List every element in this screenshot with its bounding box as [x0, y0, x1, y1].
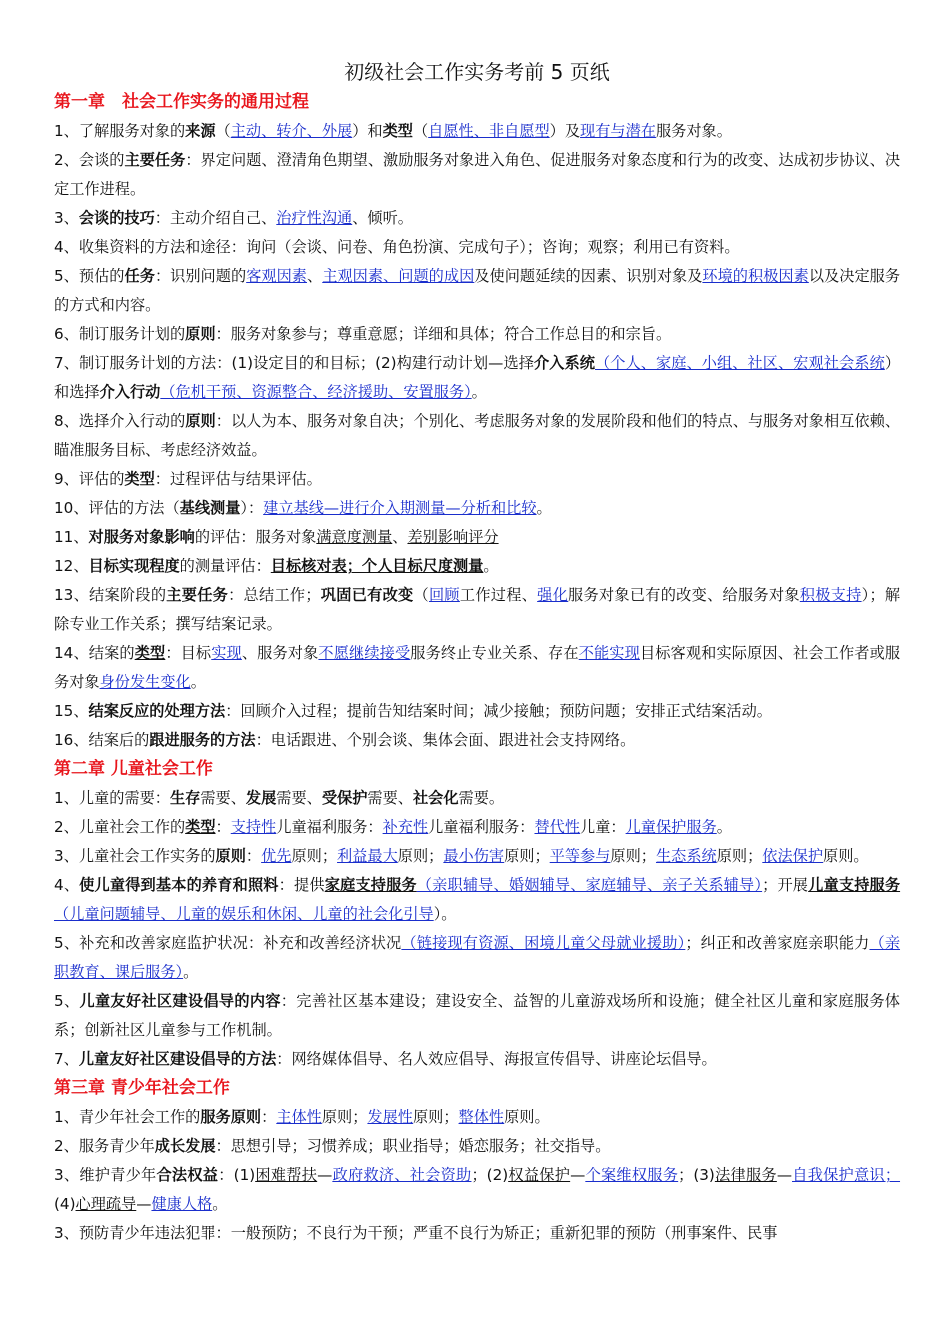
list-item: [54, 1161, 900, 1219]
text-segment: ：主动介绍自己、: [154, 209, 277, 227]
text-segment: ：网络媒体倡导、名人效应倡导、海报宣传倡导、讲座论坛倡导。: [276, 1050, 717, 1068]
text-segment: 工作过程、: [459, 586, 538, 604]
text-segment: ：: [261, 1108, 277, 1126]
bold-keyword: 服务原则: [200, 1108, 262, 1126]
bold-keyword: 类型: [134, 644, 166, 662]
text-segment: ：(1): [218, 1166, 256, 1184]
list-item: [54, 349, 900, 407]
text-segment: ）。: [433, 905, 457, 923]
bold-keyword: 合法权益: [156, 1166, 219, 1184]
text-segment: —: [776, 1166, 793, 1184]
text-segment: ；(3): [678, 1166, 715, 1184]
text-segment: 3、预防青少年违法犯罪：一般预防；不良行为干预；严重不良行为矫正；重新犯罪的预防（刑事案件、民事: [54, 1224, 778, 1242]
text-segment: 服务终止专业关系、存在: [410, 644, 579, 662]
bold-keyword: 家庭支持服务: [324, 876, 417, 894]
bold-keyword: 目标实现程度: [88, 557, 180, 575]
bold-keyword: 来源: [185, 122, 216, 140]
text-segment: 6、制订服务计划的: [54, 325, 186, 343]
bold-keyword: 生存: [169, 789, 201, 807]
text-segment: 需要、: [367, 789, 413, 807]
text-segment: 。: [716, 818, 732, 836]
bold-keyword: 受保护: [321, 789, 368, 807]
bold-keyword: 原则: [185, 412, 216, 430]
bold-keyword: 对服务对象影响: [88, 528, 195, 546]
text-segment: 4、收集资料的方法和途径：询问（会谈、问卷、角色扮演、完成句子）；咨询；观察；利用已有资料。: [54, 238, 740, 256]
hyperlink-text[interactable]: 自愿性、非自愿型: [428, 122, 550, 140]
text-segment: 1、了解服务对象的: [54, 122, 186, 140]
text-segment: ：电话跟进、个别会谈、集体会面、跟进社会支持网络。: [255, 731, 636, 749]
hyperlink-text[interactable]: 发展性: [367, 1108, 413, 1126]
hyperlink-text[interactable]: 自我保护意识；: [792, 1166, 901, 1184]
text-segment: 2、会谈的: [54, 151, 125, 169]
list-item: [54, 320, 900, 349]
bold-keyword: 介入系统: [533, 354, 595, 372]
bold-keyword: 类型: [124, 470, 155, 488]
chapter-heading: [54, 1074, 900, 1103]
text-segment: 3、: [54, 209, 79, 227]
hyperlink-text[interactable]: （链接现有资源、困境儿童父母就业援助）: [401, 934, 686, 952]
text-segment: ：提供: [278, 876, 325, 894]
hyperlink-text[interactable]: 政府救济、社会资助: [332, 1166, 472, 1184]
text-segment: 2、儿童社会工作的: [54, 818, 186, 836]
hyperlink-text[interactable]: 实现: [211, 644, 242, 662]
text-segment: 第二章 儿童社会工作: [54, 759, 213, 779]
list-item: [54, 465, 900, 494]
list-item: [54, 523, 900, 552]
text-segment: 、: [307, 267, 323, 285]
hyperlink-text[interactable]: 主观因素、问题的成因: [322, 267, 475, 285]
text-segment: 5、补充和改善家庭监护状况：补充和改善经济状况: [54, 934, 402, 952]
text-segment: 原则；: [716, 847, 763, 865]
text-segment: 儿童：: [580, 818, 626, 836]
text-segment: 原则；: [291, 847, 338, 865]
text-segment: —: [136, 1195, 152, 1213]
text-segment: 服务对象已有的改变、给服务对象: [568, 586, 800, 604]
list-item: [54, 146, 900, 204]
list-item: [54, 204, 900, 233]
bold-keyword: 原则: [215, 847, 246, 865]
list-item: [54, 262, 900, 320]
text-segment: (4): [54, 1195, 76, 1213]
text-segment: 第三章 青少年社会工作: [54, 1078, 230, 1098]
hyperlink-text[interactable]: 补充性: [382, 818, 429, 836]
list-item: [54, 987, 900, 1045]
underlined-text: 差别影响评分: [407, 528, 499, 546]
text-segment: ：: [245, 847, 262, 865]
underlined-text: 权益保护: [508, 1166, 571, 1184]
text-segment: ：: [215, 818, 231, 836]
list-item: [54, 784, 900, 813]
hyperlink-text[interactable]: （个人、家庭、小组、社区、宏观社会系统: [594, 354, 885, 372]
list-item: [54, 639, 900, 697]
hyperlink-text[interactable]: 依法保护: [762, 847, 824, 865]
hyperlink-text[interactable]: 利益最大: [337, 847, 398, 865]
bold-keyword: 会谈的技巧: [78, 209, 155, 227]
bold-keyword: 成长发展: [154, 1137, 216, 1155]
hyperlink-text[interactable]: 不能实现: [578, 644, 640, 662]
document-title: 初级社会工作实务考前 5 页纸: [344, 60, 610, 84]
bold-keyword: 发展: [245, 789, 277, 807]
hyperlink-text[interactable]: 不愿继续接受: [318, 644, 411, 662]
hyperlink-text[interactable]: 客观因素: [246, 267, 308, 285]
underlined-text: 困难帮扶: [255, 1166, 318, 1184]
hyperlink-text[interactable]: 整体性: [458, 1108, 505, 1126]
hyperlink-text[interactable]: 建立基线—进行介入期测量—分析和比较: [263, 499, 537, 517]
hyperlink-text[interactable]: 身份发生变化: [99, 673, 191, 691]
text-segment: 3、维护青少年: [54, 1166, 157, 1184]
bold-keyword: 结案反应的处理方法: [88, 702, 226, 720]
text-segment: 的评估：服务对象: [194, 528, 317, 546]
text-segment: 以及决定服务的方式和内容。: [54, 267, 901, 314]
text-segment: 。: [536, 499, 552, 517]
text-segment: 5、预估的: [54, 267, 125, 285]
text-segment: ：界定问题、澄清角色期望、激励服务对象进入角色、促进服务对象态度和行为的改变、达成初步协议、决定工作进程。: [54, 151, 901, 198]
text-segment: 15、: [54, 702, 89, 720]
hyperlink-text[interactable]: 优先: [261, 847, 292, 865]
text-segment: 、服务对象: [241, 644, 319, 662]
text-segment: 需要。: [458, 789, 505, 807]
hyperlink-text[interactable]: 健康人格: [151, 1195, 213, 1213]
text-segment: 原则；: [397, 847, 444, 865]
text-segment: 。: [471, 383, 487, 401]
text-segment: 原则；: [610, 847, 656, 865]
text-segment: （: [412, 122, 429, 140]
hyperlink-text[interactable]: 主动、转介、外展: [230, 122, 353, 140]
bold-keyword: 使儿童得到基本的养育和照料: [79, 876, 279, 894]
list-item: [54, 1103, 900, 1132]
text-segment: 4、: [54, 876, 80, 894]
text-segment: 。: [212, 1195, 228, 1213]
hyperlink-text[interactable]: 支持性: [230, 818, 277, 836]
list-item: [54, 552, 900, 581]
text-segment: ）和: [352, 122, 383, 140]
bold-keyword: 巩固已有改变: [320, 586, 414, 604]
text-segment: ；纠正和改善家庭亲职能力: [685, 934, 870, 952]
text-segment: 3、儿童社会工作实务的: [54, 847, 216, 865]
chapter-heading: [54, 88, 900, 117]
list-item: [54, 581, 900, 639]
text-segment: 儿童福利服务：: [276, 818, 383, 836]
text-segment: 需要、: [200, 789, 246, 807]
text-segment: ：过程评估与结果评估。: [154, 470, 322, 488]
hyperlink-text[interactable]: 儿童保护服务: [625, 818, 717, 836]
text-segment: 原则；: [412, 1108, 459, 1126]
text-segment: 。: [190, 673, 206, 691]
bold-keyword: 儿童支持服务: [808, 876, 901, 894]
text-segment: 及使问题延续的因素、识别对象及: [474, 267, 703, 285]
text-segment: 原则。: [504, 1108, 550, 1126]
text-segment: 、倾听。: [352, 209, 413, 227]
text-segment: 13、结案阶段的: [54, 586, 167, 604]
bold-keyword: 类型: [382, 122, 413, 140]
text-segment: ）；解除专业工作关系；撰写结案记录。: [54, 586, 901, 633]
document-page: [54, 58, 900, 1248]
text-segment: ）和选择: [54, 354, 901, 401]
hyperlink-text[interactable]: 个案维权服务: [585, 1166, 679, 1184]
text-segment: 原则；: [321, 1108, 368, 1126]
bold-keyword: 介入行动: [99, 383, 161, 401]
text-segment: 1、儿童的需要：: [54, 789, 170, 807]
text-segment: ；开展: [762, 876, 809, 894]
bold-keyword: 主要任务: [166, 586, 229, 604]
text-segment: 原则。: [823, 847, 869, 865]
hyperlink-text[interactable]: 主体性: [276, 1108, 322, 1126]
bold-keyword: 任务: [124, 267, 155, 285]
text-segment: 11、: [54, 528, 89, 546]
text-segment: 的测量评估：: [179, 557, 271, 575]
bold-keyword: 主要任务: [124, 151, 186, 169]
chapter-heading: [54, 755, 900, 784]
text-segment: 、: [392, 528, 408, 546]
text-segment: 2、服务青少年: [54, 1137, 155, 1155]
bold-keyword: 社会化: [412, 789, 459, 807]
text-segment: ：识别问题的: [154, 267, 247, 285]
hyperlink-text[interactable]: （儿童问题辅导、儿童的娱乐和休闲、儿童的社会化引导: [54, 905, 434, 923]
hyperlink-text[interactable]: 环境的积极因素: [702, 267, 809, 285]
bold-keyword: 目标核对表；个人目标尺度测量: [270, 557, 484, 575]
text-segment: ：完善社区基本建设；建设安全、益智的儿童游戏场所和设施；健全社区儿童和家庭服务体系；创新社区儿童参与工作机制。: [54, 992, 900, 1039]
list-item: [54, 871, 900, 929]
text-segment: 12、: [54, 557, 89, 575]
text-segment: 目标客观和实际原因、社会工作者或服务对象: [54, 644, 901, 691]
text-segment: （: [215, 122, 231, 140]
list-item: [54, 1132, 900, 1161]
bold-keyword: 跟进服务的方法: [149, 731, 256, 749]
text-segment: ：目标: [165, 644, 212, 662]
text-segment: 第一章 社会工作实务的通用过程: [54, 92, 309, 112]
text-segment: ：以人为本、服务对象自决；个别化、考虑服务对象的发展阶段和他们的特点、与服务对象相互依赖、瞄准服务目标、考虑经济效益。: [54, 412, 901, 459]
list-item: [54, 1219, 900, 1248]
underlined-text: 法律服务: [714, 1166, 777, 1184]
list-item: [54, 233, 900, 262]
text-segment: —: [570, 1166, 586, 1184]
text-segment: 原则；: [504, 847, 550, 865]
text-segment: 9、评估的: [54, 470, 125, 488]
list-item: [54, 407, 900, 465]
bold-keyword: 儿童友好社区建设倡导的内容: [79, 992, 281, 1010]
hyperlink-text[interactable]: （亲职教育、课后服务）: [54, 934, 901, 981]
list-item: [54, 697, 900, 726]
list-item: [54, 1045, 900, 1074]
text-segment: ；(2): [471, 1166, 509, 1184]
list-item: [54, 813, 900, 842]
text-segment: ：回顾介入过程；提前告知结案时间；减少接触；预防问题；安排正式结案活动。: [225, 702, 772, 720]
text-segment: —: [317, 1166, 333, 1184]
hyperlink-text[interactable]: 替代性: [534, 818, 581, 836]
text-segment: 16、结案后的: [54, 731, 150, 749]
hyperlink-text[interactable]: 积极支持: [799, 586, 862, 604]
text-segment: 儿童福利服务：: [428, 818, 535, 836]
list-item: [54, 842, 900, 871]
bold-keyword: 儿童友好社区建设倡导的方法: [78, 1050, 277, 1068]
list-item: [54, 494, 900, 523]
underlined-text: 心理疏导: [75, 1195, 137, 1213]
text-segment: 10、评估的方法（: [54, 499, 180, 517]
text-segment: 8、选择介入行动的: [54, 412, 186, 430]
text-segment: 1、青少年社会工作的: [54, 1108, 201, 1126]
text-segment: 7、制订服务计划的方法：(1)设定目的和目标；(2)构建行动计划—选择: [54, 354, 534, 372]
text-segment: 5、: [54, 992, 80, 1010]
text-segment: 。: [183, 963, 199, 981]
hyperlink-text[interactable]: （危机干预、资源整合、经济援助、安置服务）: [160, 383, 472, 401]
text-segment: ）及: [549, 122, 581, 140]
text-segment: ：服务对象参与；尊重意愿；详细和具体；符合工作总目的和宗旨。: [215, 325, 672, 343]
text-segment: （: [413, 586, 429, 604]
document-body: [54, 88, 900, 1248]
text-segment: ）：: [240, 499, 264, 517]
text-segment: 。: [483, 557, 499, 575]
bold-keyword: 原则: [185, 325, 216, 343]
hyperlink-text[interactable]: 回顾: [428, 586, 460, 604]
hyperlink-text[interactable]: 治疗性沟通: [276, 209, 353, 227]
hyperlink-text[interactable]: 最小伤害: [443, 847, 505, 865]
text-segment: ：总结工作；: [228, 586, 321, 604]
text-segment: 7、: [54, 1050, 79, 1068]
list-item: [54, 929, 900, 987]
text-segment: ：思想引导；习惯养成；职业指导；婚恋服务；社交指导。: [215, 1137, 611, 1155]
hyperlink-text[interactable]: （亲职辅导、婚姻辅导、家庭辅导、亲子关系辅导）: [416, 876, 763, 894]
text-segment: 服务对象。: [655, 122, 732, 140]
bold-keyword: 基线测量: [179, 499, 241, 517]
list-item: [54, 726, 900, 755]
bold-keyword: 类型: [185, 818, 216, 836]
list-item: [54, 117, 900, 146]
hyperlink-text[interactable]: 平等参与: [549, 847, 611, 865]
hyperlink-text[interactable]: 生态系统: [655, 847, 717, 865]
text-segment: 需要、: [276, 789, 322, 807]
underlined-text: 满意度测量: [316, 528, 393, 546]
hyperlink-text[interactable]: 现有与潜在: [580, 122, 656, 140]
hyperlink-text[interactable]: 强化: [537, 586, 569, 604]
text-segment: 14、结案的: [54, 644, 135, 662]
